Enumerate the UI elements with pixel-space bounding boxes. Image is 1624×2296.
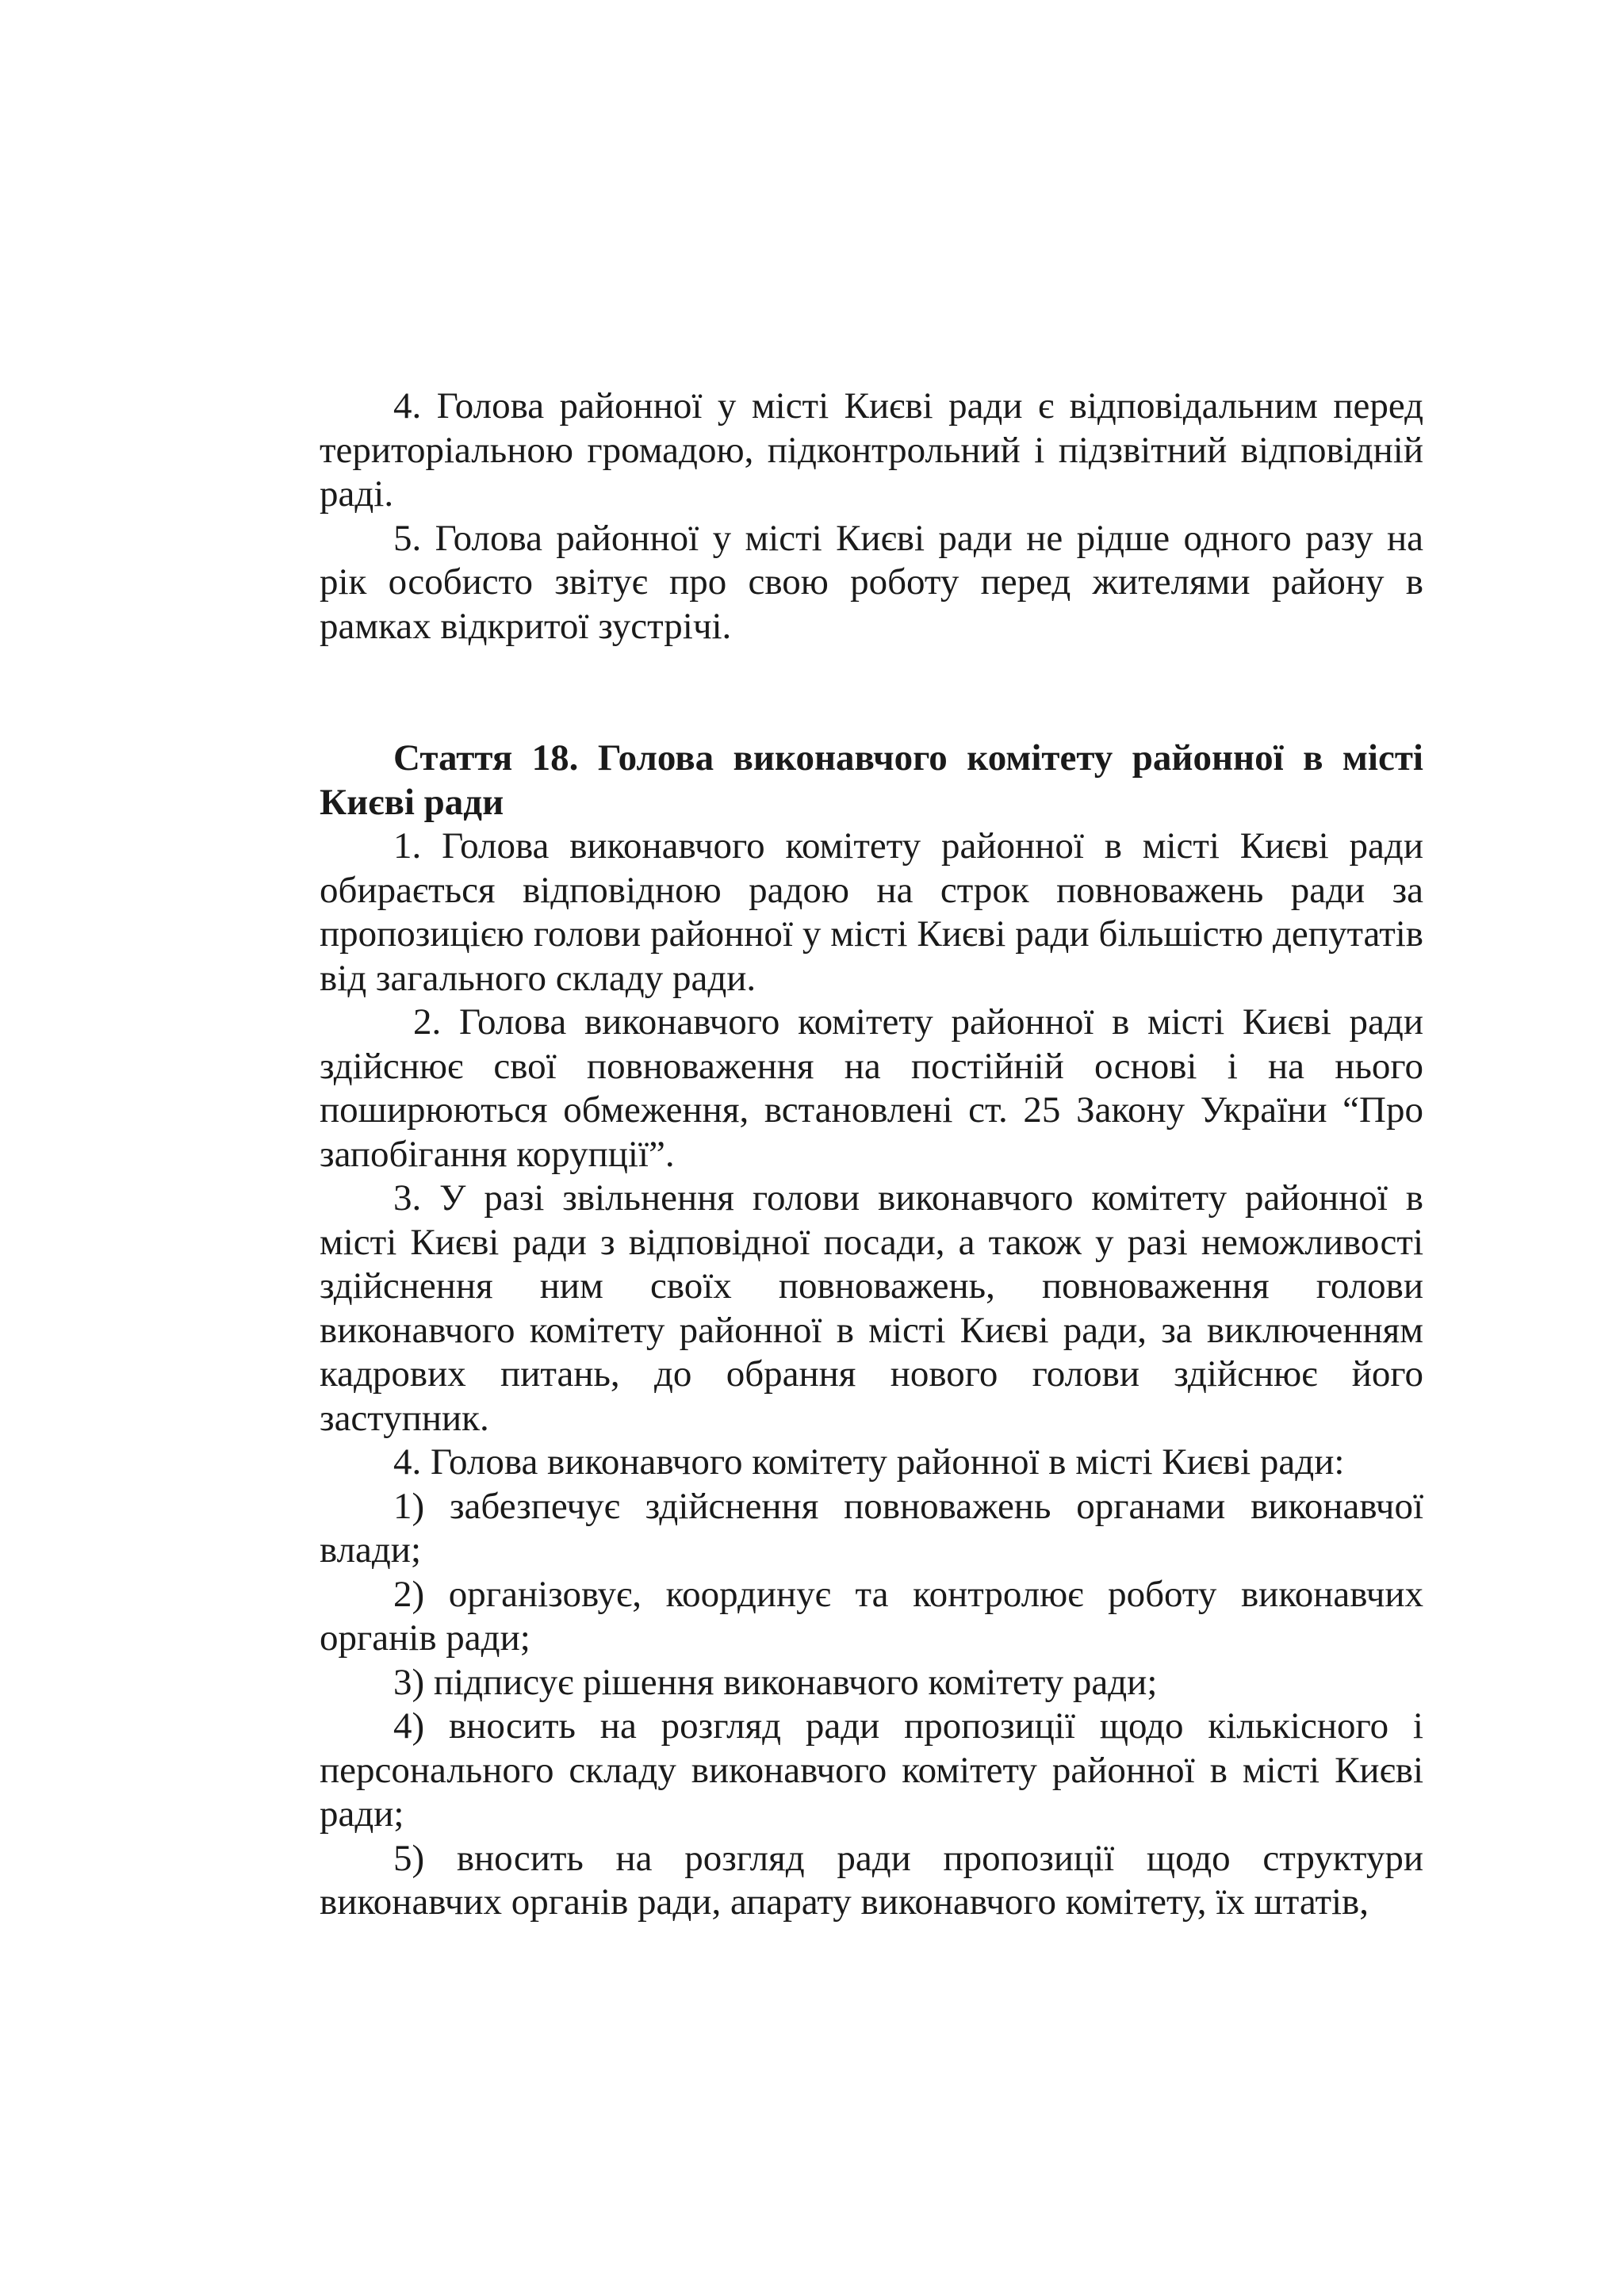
- article-18-paragraph-1: 1. Голова виконавчого комітету районної в місті Києві ради обирається відповідною радою на строк повноважень ради за пропозицією голови районної у місті Києві ради більшістю депутатів від загального складу ради.: [320, 825, 1423, 999]
- paragraph-5: 5. Голова районної у місті Києві ради не рідше одного разу на рік особисто звітує про свою роботу перед жителями району в рамках відкритої зустрічі.: [320, 517, 1423, 647]
- list-item-3: 3) підписує рішення виконавчого комітету ради;: [393, 1661, 1158, 1703]
- list-item-2: 2) організовує, координує та контролює роботу виконавчих органів ради;: [320, 1573, 1423, 1659]
- list-item-5: 5) вносить на розгляд ради пропозиції щодо структури виконавчих органів ради, апарату виконавчого комітету, їх штатів,: [320, 1837, 1423, 1923]
- list-item-4: 4) вносить на розгляд ради пропозиції щодо кількісного і персонального складу виконавчого комітету районної в місті Києві ради;: [320, 1705, 1423, 1835]
- article-18-paragraph-3: 3. У разі звільнення голови виконавчого комітету районної в місті Києві ради з відповідної посади, а також у разі неможливості здійснення ним своїх повноважень, повноваження голови виконавчого комітету районної в місті Києві ради, за виключенням кадрових питань, до обрання нового голови здійснює його заступник.: [320, 1177, 1423, 1439]
- paragraph-4: 4. Голова районної у місті Києві ради є відповідальним перед територіальною громадою, підконтрольний і підзвітний відповідній раді.: [320, 385, 1423, 515]
- list-item-1: 1) забезпечує здійснення повноважень органами виконавчої влади;: [320, 1485, 1423, 1571]
- article-18-paragraph-2: 2. Голова виконавчого комітету районної в місті Києві ради здійснює свої повноваження на постійній основі і на нього поширюються обмеження, встановлені ст. 25 Закону України “Про запобігання корупції”.: [320, 1001, 1423, 1175]
- article-18-heading: Стаття 18. Голова виконавчого комітету районної в місті Києві ради: [320, 737, 1423, 823]
- article-18-paragraph-4: 4. Голова виконавчого комітету районної в місті Києві ради:: [393, 1441, 1345, 1483]
- document-body: [320, 385, 1423, 1925]
